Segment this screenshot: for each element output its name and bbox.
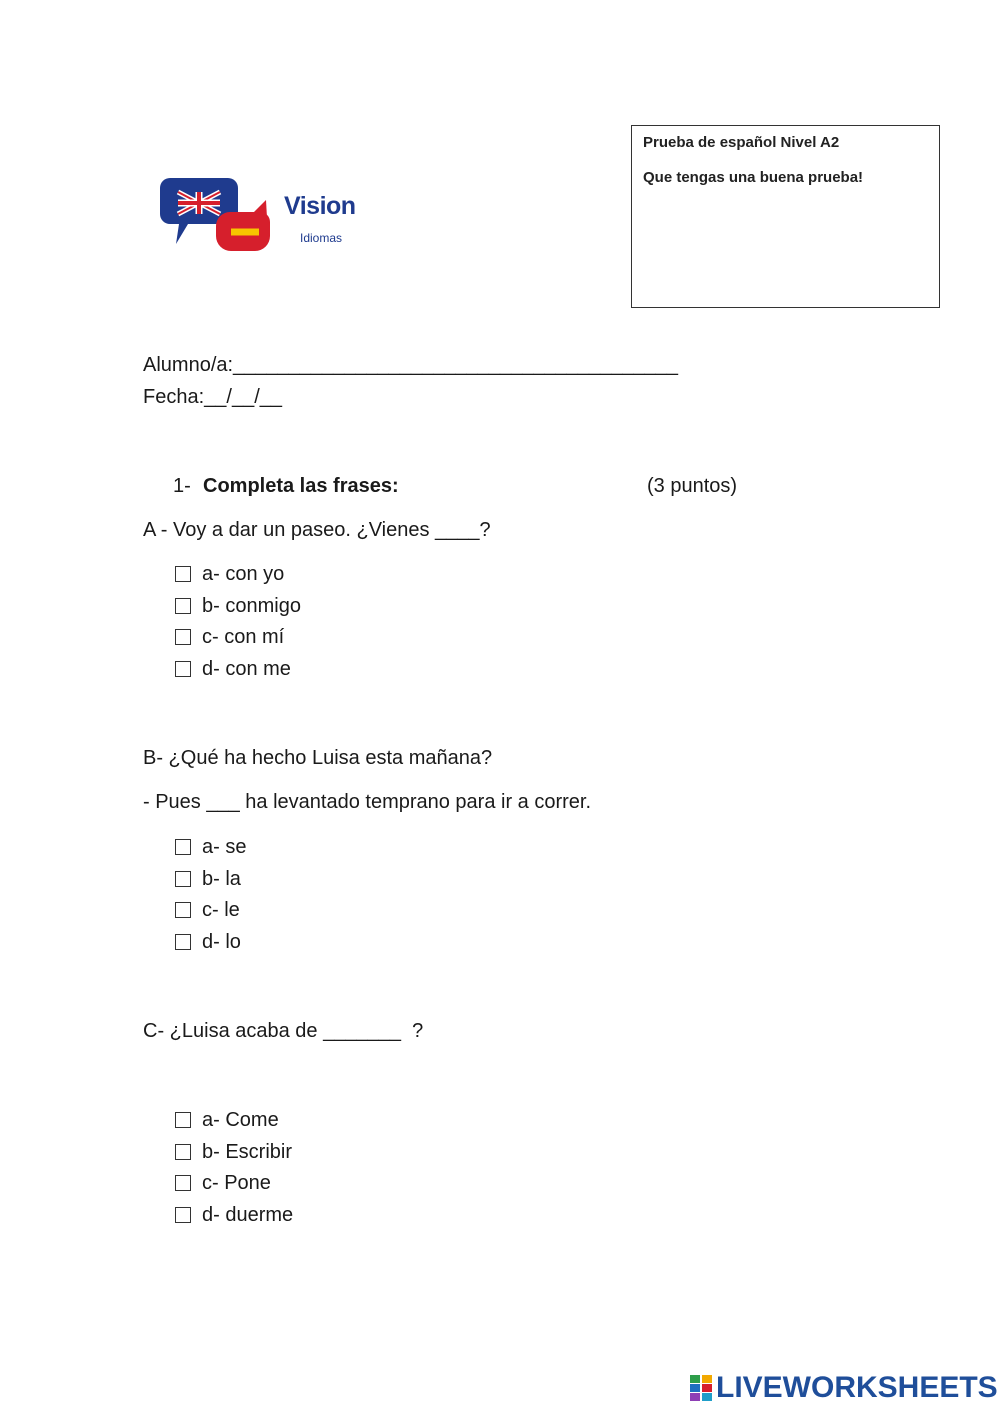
question-number: 1- — [173, 475, 191, 497]
option-b-3[interactable] — [175, 899, 240, 922]
option-c-1[interactable] — [175, 1109, 279, 1132]
liveworksheets-brand[interactable] — [690, 1370, 998, 1406]
logo-title: Vision — [284, 192, 356, 220]
checkbox[interactable] — [175, 839, 191, 855]
option-label: c- con mí — [202, 626, 285, 648]
option-label: b- la — [202, 868, 241, 890]
option-b-1[interactable] — [175, 836, 246, 859]
option-b-2[interactable] — [175, 868, 241, 891]
question-title: Completa las frases: — [203, 475, 399, 497]
checkbox[interactable] — [175, 1112, 191, 1128]
checkbox[interactable] — [175, 934, 191, 950]
checkbox[interactable] — [175, 629, 191, 645]
option-c-4[interactable] — [175, 1204, 293, 1227]
checkbox[interactable] — [175, 661, 191, 677]
section-a-prompt: A - Voy a dar un paseo. ¿Vienes ____? — [143, 519, 491, 541]
checkbox[interactable] — [175, 598, 191, 614]
checkbox[interactable] — [175, 1207, 191, 1223]
option-a-1[interactable] — [175, 563, 284, 586]
option-label: a- se — [202, 836, 247, 858]
checkbox[interactable] — [175, 1144, 191, 1160]
option-label: b- Escribir — [202, 1141, 293, 1163]
section-b-prompt: B- ¿Qué ha hecho Luisa esta mañana? — [143, 747, 493, 769]
option-a-3[interactable] — [175, 626, 284, 649]
option-c-2[interactable] — [175, 1141, 292, 1164]
option-label: c- le — [202, 899, 240, 921]
test-level-label: Prueba de español Nivel A2 — [643, 134, 840, 151]
option-label: c- Pone — [202, 1172, 271, 1194]
option-label: d- duerme — [202, 1204, 294, 1226]
date-field[interactable]: Fecha:__/__/__ — [143, 386, 282, 408]
option-label: a- con yo — [202, 563, 285, 585]
checkbox[interactable] — [175, 1175, 191, 1191]
brand-name: LIVEWORKSHEETS — [716, 1371, 998, 1404]
option-b-4[interactable] — [175, 931, 241, 954]
option-label: d- con me — [202, 658, 291, 680]
option-a-2[interactable] — [175, 595, 301, 618]
good-luck-message: Que tengas una buena prueba! — [643, 169, 864, 186]
option-c-3[interactable] — [175, 1172, 271, 1195]
option-label: a- Come — [202, 1109, 279, 1131]
option-a-4[interactable] — [175, 658, 291, 681]
option-label: b- conmigo — [202, 595, 301, 617]
logo-subtitle: Idiomas — [300, 231, 343, 245]
liveworksheets-logo-icon — [690, 1375, 712, 1401]
section-c-prompt: C- ¿Luisa acaba de _______ ? — [143, 1020, 424, 1042]
checkbox[interactable] — [175, 902, 191, 918]
test-info-box — [631, 125, 940, 308]
question-points: (3 puntos) — [647, 475, 738, 497]
option-label: d- lo — [202, 931, 241, 953]
checkbox[interactable] — [175, 566, 191, 582]
section-b-prompt-2: - Pues ___ ha levantado temprano para ir a correr. — [143, 791, 592, 813]
checkbox[interactable] — [175, 871, 191, 887]
student-name-field[interactable]: Alumno/a:________________________________________ — [143, 354, 678, 376]
